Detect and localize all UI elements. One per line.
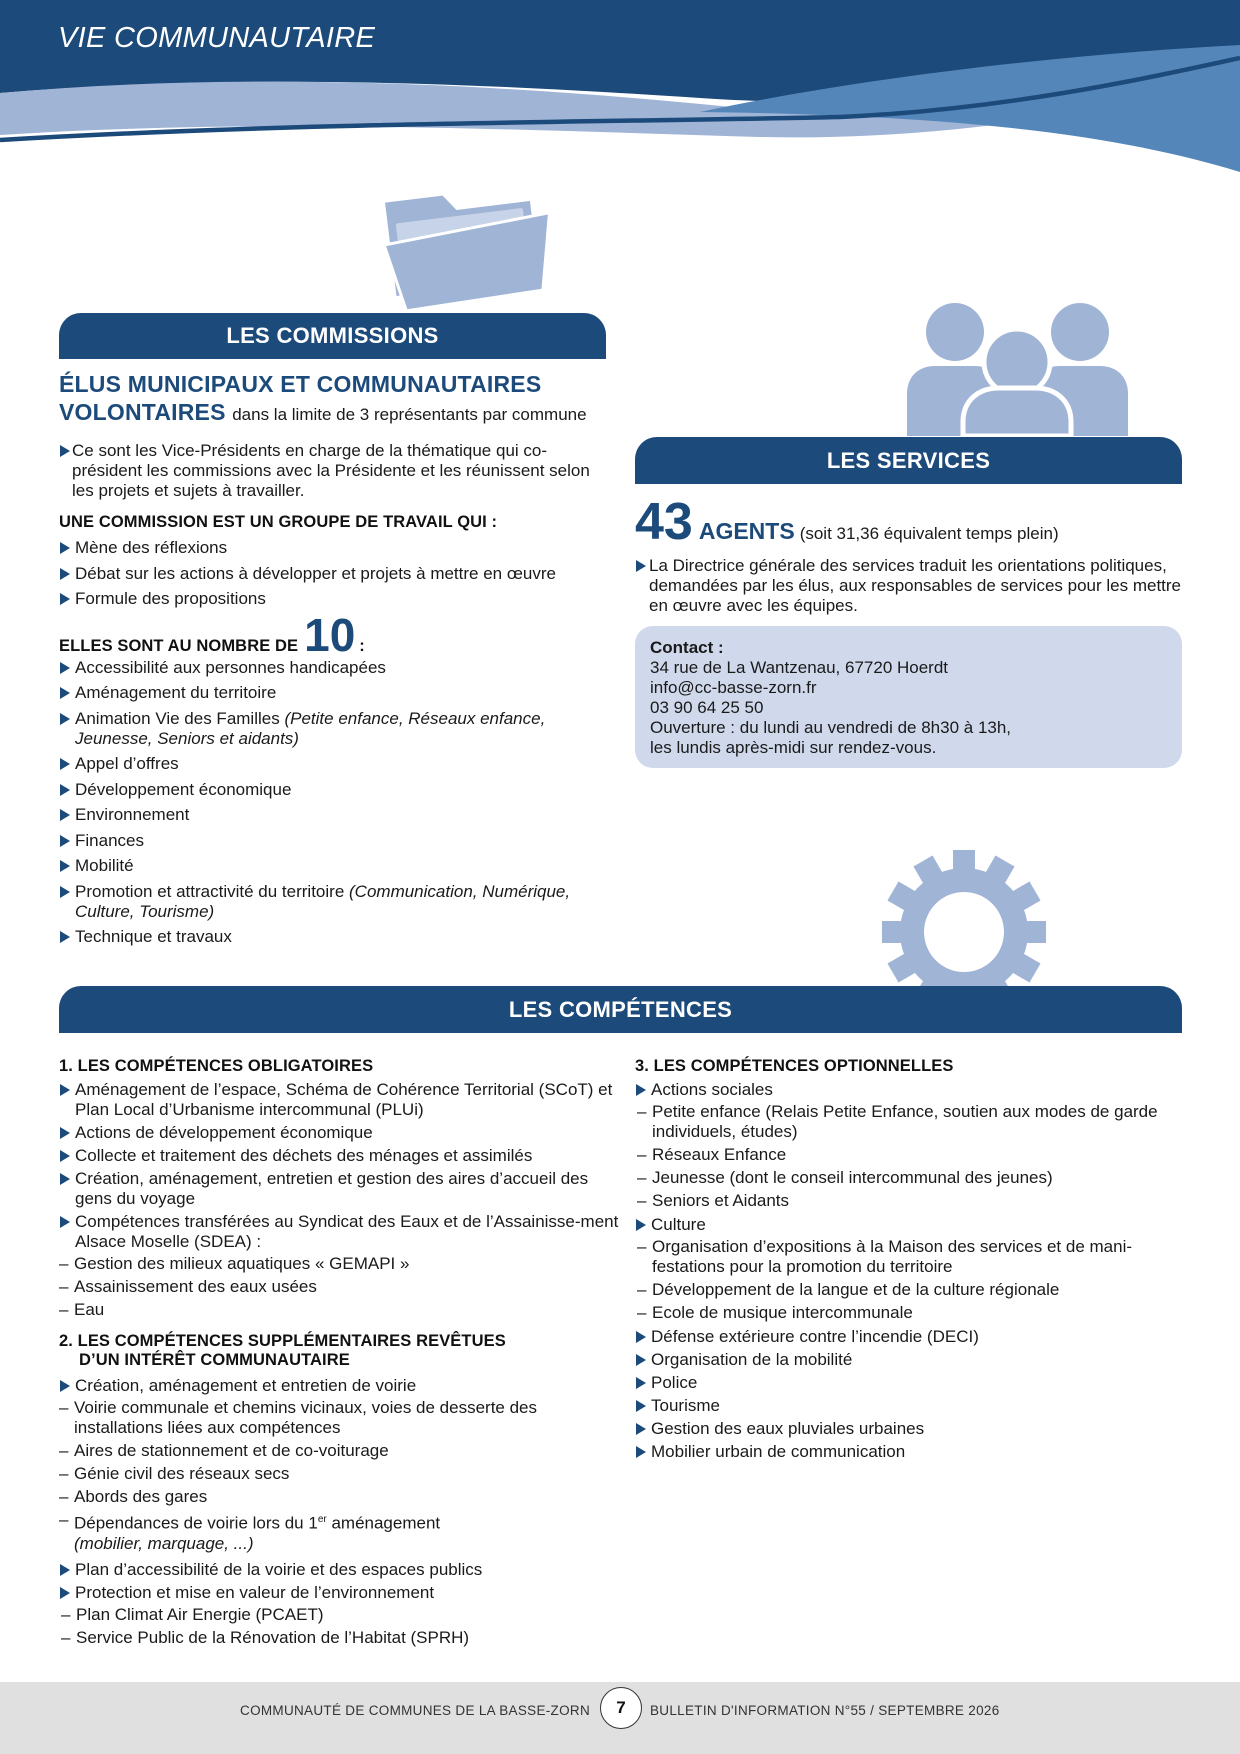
list-item [59, 709, 604, 749]
list-item [59, 780, 604, 800]
list-item: Création, aménagement, entretien et gestion des aires d’accueil des gens du voyage [59, 1169, 619, 1209]
list-item: Gestion des eaux pluviales urbaines [635, 1419, 1182, 1439]
commissions-section [59, 370, 619, 953]
competences-culture-list [635, 1215, 1182, 1235]
list-item [59, 856, 604, 876]
list-item: – Assainissement des eaux usées [44, 1277, 619, 1297]
people-icon [905, 302, 1130, 436]
competences-sociales-sublist [622, 1102, 1182, 1211]
list-item-text: Technique et travaux [75, 927, 232, 946]
commissions-count-suffix: : [359, 636, 365, 655]
competences-right-column [635, 1057, 1182, 1465]
dependances-superscript: er [317, 1514, 327, 1525]
list-item: – Réseaux Enfance [622, 1145, 1182, 1165]
list-item: Plan d’accessibilité de la voirie et des espaces publics [59, 1560, 619, 1580]
commissions-title [59, 370, 619, 429]
list-item: Formule des propositions [59, 589, 619, 609]
list-item: Défense extérieure contre l’incendie (DECI) [635, 1327, 1182, 1347]
commissions-group-heading: UNE COMMISSION EST UN GROUPE DE TRAVAIL QUI : [59, 513, 498, 531]
commissions-title-line1: ÉLUS MUNICIPAUX ET COMMUNAUTAIRES [59, 371, 542, 397]
commissions-count-heading: ELLES SONT AU NOMBRE DE [59, 636, 299, 655]
list-item-text: Accessibilité aux personnes handicapées [75, 657, 386, 677]
list-item: – Gestion des milieux aquatiques « GEMAPI » [44, 1254, 619, 1274]
list-item-note: (Petite enfance, Réseaux enfance, Jeunesse, Seniors et aidants) [75, 708, 546, 748]
competences-obligatoires-title: 1. LES COMPÉTENCES OBLIGATOIRES [59, 1057, 374, 1075]
list-item: – Seniors et Aidants [622, 1191, 1182, 1211]
commissions-intro-list [59, 441, 599, 501]
commissions-group-list [59, 538, 619, 609]
list-item-text: Appel d’offres [75, 754, 179, 773]
commissions-count-row [59, 608, 619, 661]
competences-supplementaires-title-line1: 2. LES COMPÉTENCES SUPPLÉMENTAIRES REVÊTUES [59, 1332, 506, 1350]
list-item: – Développement de la langue et de la culture régionale [622, 1280, 1182, 1300]
list-item: Débat sur les actions à développer et projets à mettre en œuvre [59, 564, 619, 584]
competences-env-list [59, 1560, 619, 1603]
contact-address: 34 rue de La Wantzenau, 67720 Hoerdt [650, 658, 949, 677]
competences-heading: LES COMPÉTENCES [59, 986, 1182, 1033]
services-section [635, 494, 1182, 768]
dependances-note: (mobilier, marquage, ...) [74, 1533, 254, 1553]
commissions-intro: Ce sont les Vice-Présidents en charge de la thématique qui co-président les commissions avec la Présidente et les réunissent selon les projets et sujets à travailler. [59, 441, 599, 501]
competences-env-sublist [46, 1605, 619, 1648]
list-item: Tourisme [635, 1396, 1182, 1416]
competences-voirie-list [59, 1376, 619, 1396]
list-item: – Ecole de musique intercommunale [622, 1303, 1182, 1323]
list-item: – Organisation d’expositions à la Maison des services et de mani-festations pour la promotion du territoire [622, 1237, 1182, 1277]
competences-culture-sublist [622, 1237, 1182, 1323]
services-heading: LES SERVICES [635, 437, 1182, 484]
list-item [59, 927, 604, 947]
competences-obligatoires-sublist [44, 1254, 619, 1320]
list-item: – Eau [44, 1300, 619, 1320]
competences-optionnelles-title: 3. LES COMPÉTENCES OPTIONNELLES [635, 1057, 954, 1075]
competences-sociales-list [635, 1080, 1182, 1100]
list-item-text: Finances [75, 830, 144, 850]
services-agents-note: (soit 31,36 équivalent temps plein) [799, 524, 1059, 543]
list-item: Compétences transférées au Syndicat des Eaux et de l’Assainisse-ment Alsace Moselle (SDEA) : [59, 1212, 619, 1252]
services-agents-label: AGENTS [698, 518, 795, 544]
list-item-text: Animation Vie des Familles [75, 708, 280, 728]
list-item [59, 831, 604, 851]
dependances-text-end: aménagement [326, 1513, 441, 1533]
list-item: Protection et mise en valeur de l’environnement [59, 1583, 619, 1603]
list-item-text: Développement économique [75, 779, 292, 799]
list-item-text: Promotion et attractivité du territoire [75, 881, 345, 901]
list-item-text: Environnement [75, 805, 190, 824]
list-item [59, 754, 604, 774]
list-item: Collecte et traitement des déchets des ménages et assimilés [59, 1146, 619, 1166]
list-item-note: (Communication, Numérique, Culture, Tourisme) [75, 881, 571, 921]
list-item: Actions de développement économique [59, 1123, 619, 1143]
list-item-text: Aménagement du territoire [75, 683, 277, 702]
list-item: – Abords des gares [44, 1487, 619, 1507]
list-item: Mobilier urbain de communication [635, 1442, 1182, 1462]
section-title: VIE COMMUNAUTAIRE [58, 22, 376, 54]
list-item: – Plan Climat Air Energie (PCAET) [46, 1605, 619, 1625]
list-item: – Jeunesse (dont le conseil intercommunal des jeunes) [622, 1168, 1182, 1188]
competences-supplementaires-title-line2: D’UN INTÉRÊT COMMUNAUTAIRE [79, 1351, 350, 1369]
list-item: – Petite enfance (Relais Petite Enfance, soutien aux modes de garde individuels, études) [622, 1102, 1182, 1142]
page-number: 7 [600, 1687, 642, 1729]
footer-organization: COMMUNAUTÉ DE COMMUNES DE LA BASSE-ZORN [240, 1703, 590, 1718]
services-description-list [635, 556, 1182, 616]
competences-voirie-sublist [44, 1398, 619, 1554]
list-item [59, 658, 604, 678]
list-item: Mène des réflexions [59, 538, 619, 558]
folder-icon [385, 178, 565, 314]
list-item: – Service Public de la Rénovation de l’Habitat (SPRH) [46, 1628, 619, 1648]
commissions-title-line2 [59, 398, 619, 429]
dependances-text: Dépendances de voirie lors du 1 [74, 1513, 318, 1533]
contact-box [635, 626, 1182, 768]
list-item-text: Mobilité [75, 856, 134, 875]
footer-bulletin: BULLETIN D'INFORMATION N°55 / SEPTEMBRE 2026 [650, 1703, 1000, 1718]
contact-phone[interactable]: 03 90 64 25 50 [650, 698, 764, 717]
competences-left-column [59, 1057, 619, 1652]
services-description: La Directrice générale des services traduit les orientations politiques, demandées par les élus, aux responsables de services pour les mettre en œuvre avec les équipes. [635, 556, 1182, 616]
contact-label: Contact : [650, 638, 724, 657]
competences-other-list [635, 1327, 1182, 1462]
commissions-list [59, 658, 604, 948]
commissions-title-volontaires: VOLONTAIRES [59, 399, 226, 425]
commissions-count: 10 [304, 608, 356, 661]
commissions-heading: LES COMMISSIONS [59, 313, 606, 359]
competences-supplementaires-title [59, 1332, 619, 1370]
list-item: Culture [635, 1215, 1182, 1235]
list-item [59, 805, 604, 825]
list-item [59, 882, 604, 922]
list-item: Police [635, 1373, 1182, 1393]
list-item: Actions sociales [635, 1080, 1182, 1100]
contact-hours-line1: Ouverture : du lundi au vendredi de 8h30 à 13h, [650, 718, 1012, 737]
list-item: Aménagement de l’espace, Schéma de Cohérence Territorial (SCoT) et Plan Local d’Urbanisme intercommunal (PLUi) [59, 1080, 619, 1120]
list-item: – Aires de stationnement et de co-voiturage [44, 1441, 619, 1461]
contact-hours-line2: les lundis après-midi sur rendez-vous. [650, 738, 937, 757]
competences-obligatoires-list [59, 1080, 619, 1252]
list-item: – Voirie communale et chemins vicinaux, voies de desserte des installations liées aux compétences [44, 1398, 619, 1438]
list-item: Création, aménagement et entretien de voirie [59, 1376, 619, 1396]
commissions-title-note: dans la limite de 3 représentants par commune [232, 405, 587, 424]
list-item: Organisation de la mobilité [635, 1350, 1182, 1370]
list-item [59, 683, 604, 703]
services-agents-row [635, 494, 1182, 550]
services-agents-count: 43 [635, 493, 693, 551]
list-item [44, 1510, 619, 1554]
list-item: – Génie civil des réseaux secs [44, 1464, 619, 1484]
contact-email[interactable]: info@cc-basse-zorn.fr [650, 678, 817, 697]
